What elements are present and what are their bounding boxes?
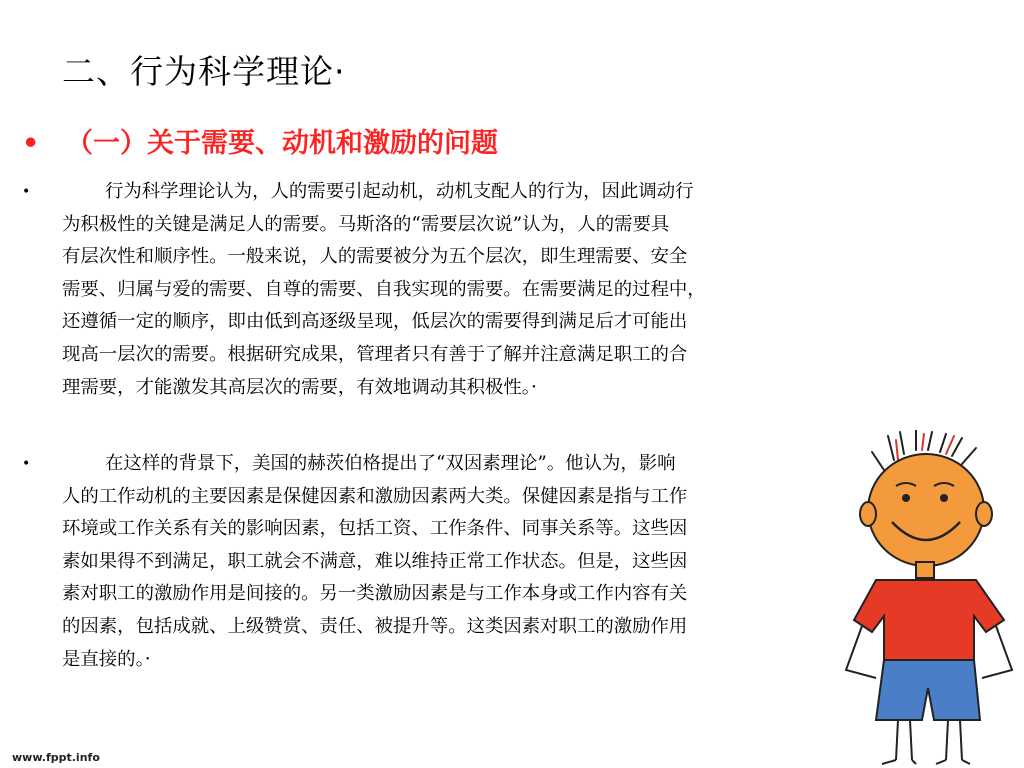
footer-url: www.fppt.info (12, 751, 100, 764)
paragraph-2 (22, 448, 842, 676)
paragraph-line: 素对职工的激励作用是间接的。另一类激励因素是与工作本身或工作内容有关 (62, 583, 688, 605)
paragraph-line: 还遵循一定的顺序，即由低到高逐级呈现，低层次的需要得到满足后才可能出 (62, 311, 688, 333)
paragraph-line: 行为科学理论认为，人的需要引起动机，动机支配人的行为，因此调动行 (105, 181, 694, 202)
boy-eye-right (940, 494, 948, 502)
boy-shorts (876, 660, 980, 720)
boy-ear-right (976, 502, 992, 526)
paragraph-line: 需要、归属与爱的需要、自尊的需要、自我实现的需要。在需要满足的过程中， (62, 278, 706, 300)
paragraph-line: 是直接的。· (62, 648, 151, 670)
boy-shirt (854, 580, 1004, 660)
paragraph-line: 环境或工作关系有关的影响因素，包括工资、工作条件、同事关系等。这些因 (62, 518, 688, 540)
paragraph-line: 理需要，才能激发其高层次的需要，有效地调动其积极性。· (62, 376, 537, 398)
subtitle-text: （一）关于需要、动机和激励的问题 (66, 128, 498, 159)
paragraph-line: 有层次性和顺序性。一般来说，人的需要被分为五个层次，即生理需要、安全 (62, 246, 688, 268)
paragraph-line: 为积极性的关键是满足人的需要。马斯洛的“需要层次说”认为，人的需要具 (62, 213, 670, 235)
paragraph-1 (22, 176, 842, 404)
cartoon-boy-illustration (836, 430, 1024, 768)
paragraph-line: 在这样的背景下，美国的赫茨伯格提出了“双因素理论”。他认为，影响 (105, 453, 676, 474)
boy-legs (896, 720, 962, 760)
boy-neck (916, 562, 934, 578)
paragraph-bullet: • (22, 456, 31, 472)
subtitle-bullet: • (22, 128, 40, 159)
subtitle-row (22, 121, 498, 160)
boy-ear-left (860, 502, 876, 526)
slide-title: 二、行为科学理论· (62, 52, 346, 91)
paragraph-line: 现高一层次的需要。根据研究成果，管理者只有善于了解并注意满足职工的合 (62, 343, 688, 365)
boy-feet (882, 760, 970, 764)
boy-arm-right (982, 626, 1012, 678)
paragraph-bullet: • (22, 184, 31, 200)
boy-arm-left (846, 626, 876, 678)
boy-face (868, 454, 984, 566)
paragraph-line: 人的工作动机的主要因素是保健因素和激励因素两大类。保健因素是指与工作 (62, 485, 688, 507)
boy-eye-left (902, 494, 910, 502)
paragraph-line: 素如果得不到满足，职工就会不满意，难以维持正常工作状态。但是，这些因 (62, 550, 688, 572)
paragraph-line: 的因素，包括成就、上级赞赏、责任、被提升等。这类因素对职工的激励作用 (62, 615, 688, 637)
